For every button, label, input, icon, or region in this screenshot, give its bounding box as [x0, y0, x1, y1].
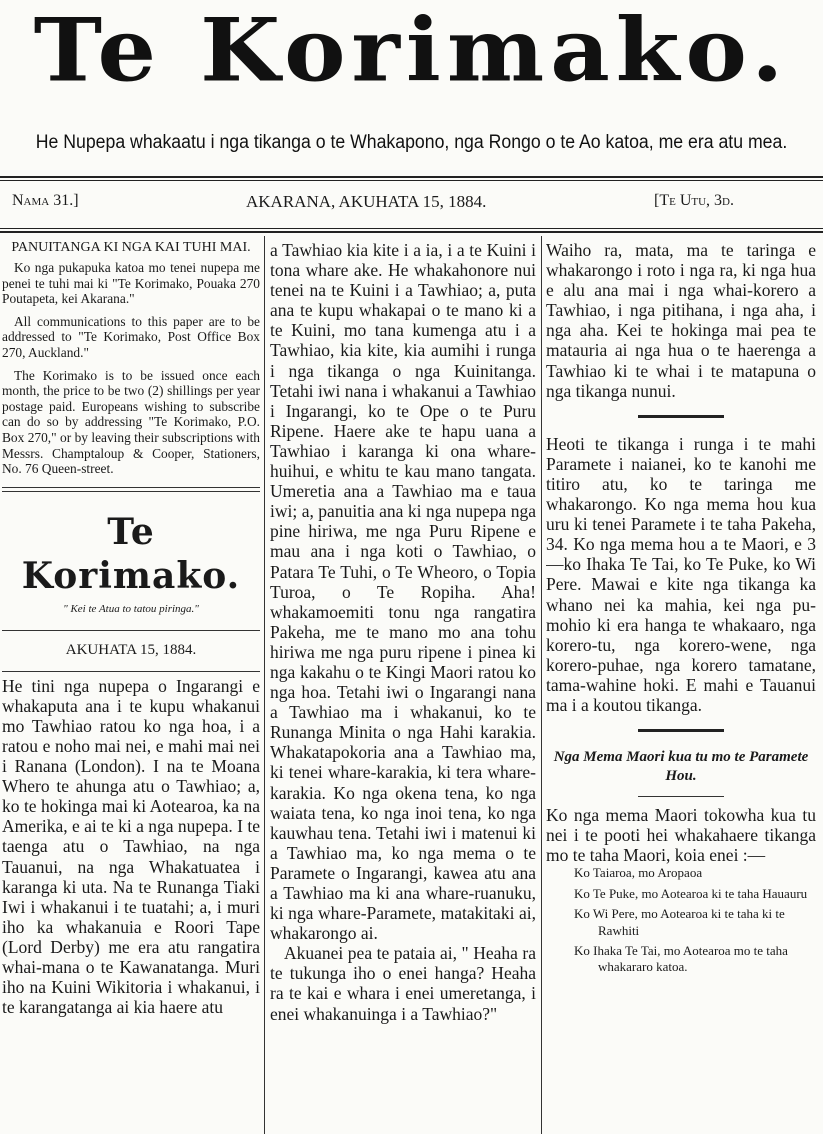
article-separator	[638, 415, 724, 418]
notice-heading: PANUITANGA KI NGA KAI TUHI MAI.	[11, 240, 251, 255]
editorial-rule-2	[2, 671, 260, 672]
column-divider-2	[541, 236, 542, 1134]
column-1	[2, 240, 260, 1134]
editorial-article-start: He tini nga nupepa o Ingarangi e whakaputa ana i te kupu whakanui mo Tawhiao ratou ko nga hoa, i a ratou e noho mai nei, e mahi mai nei i Ranana (London). I na te Moana Whero te ahunga atu o Tawhiao; a, ko te hokinga mai ki Aotearoa, ka na Amerika, e ai te ki a nga nupepa. I te taenga atu o Tawhiao, na nga Tauanui, na nga Whakatuatea i karanga ki uta. Na te Runanga Tiaki Iwi i whakanui i te tuatahi; a, i muri iho ka whakanuia e Roori Tape (Lord Derby) me era atu rangatira whai-mana o te Kawanatanga. Muri iho na Kuini Wikitoria i whakanui, i te karangatanga ai kia haere atu	[2, 675, 260, 1018]
section-divider	[2, 487, 260, 492]
editorial-motto: " Kei te Atua to tatou piringa."	[63, 602, 199, 615]
notice-english-address: All communications to this paper are to be addressed to "Te Korimako, Post Office Box 270, Auckland."	[2, 313, 260, 360]
column-2	[270, 240, 536, 1134]
header-rule-bottom-thin	[0, 228, 823, 229]
heading-rule	[638, 796, 724, 797]
members-intro: Ko nga mema Maori tokowha kua tu nei i te pooti hei whakahaere tikanga mo te taha Maori, koia enei :—	[546, 805, 816, 866]
header-rule-top	[0, 176, 823, 178]
notice-english-subscription: The Korimako is to be issued once each month, the price to be two (2) shillings per year postage paid. Europeans wishing to subscribe can do so by addressing "Te Korimako, P.O. Box 270," or by leaving their subscriptions with Messrs. Champtaloup & Cooper, Stationers, No. 76 Queen-street.	[2, 367, 260, 477]
editorial-banner-title: Te Korimako.	[21, 510, 241, 597]
column-divider-1	[264, 236, 265, 1134]
issue-number: Nama 31.]	[12, 192, 79, 209]
issue-place-date: AKARANA, AKUHATA 15, 1884.	[246, 192, 487, 211]
header-rule-top-thin	[0, 180, 823, 181]
article-separator-2	[638, 729, 724, 732]
notice-maori: Ko nga pukapuka katoa mo tenei nupepa me penei te tuhi mai ki "Te Korimako, Pouaka 270 Poutapeta, kei Akarana."	[2, 260, 260, 307]
member-entry: Ko Ihaka Te Tai, mo Aotearoa mo te taha whakararo katoa.	[574, 942, 788, 975]
member-entry: Ko Wi Pere, mo Aotearoa ki te taha ki te Rawhiti	[574, 906, 785, 938]
editorial-article-end: Waiho ra, mata, ma te taringa e whakarongo i roto i nga ra, ki nga hua e alu ana mai i nga whai-korero a Tawhiao, i nga pitihana, i nga aha, i nga aha. Kei te hokinga mai pea te matauria ai nga hua o te haerenga a Tawhiao ki te whai i te matapuna o nga tikanga nunui.	[546, 240, 816, 401]
editorial-rule	[2, 630, 260, 631]
header-rule-bottom	[0, 231, 823, 233]
editorial-article-continued: a Tawhiao kia kite i a ia, i a te Kuini i tona whare ake. He whakahonore nui tenei na te Kuini i a Tawhiao; a, puta ana te kupu whakapai o te mano ki a te Kuini, mo tana kumenga atu i a Tawhiao, kia kite, kia aumihi i runga i nga tikanga o nga Kuinitanga. Tetahi iwi nana i whakanui a Tawhiao i Ingarangi, ko te Ope o te Puru Ripene. Haere ake te hapu uana a Tawhiao i karanga ki ona whare-huihui, e whitu te kau mano tangata. Umeretia ana a Tawhiao ma e taua iwi; a, panuitia ana ki nga nupepa nga pine hiriwa, me nga Puru Ripene e mau ana i nga koti o Tawhiao, o Patara Te Tuhi, o Te Wheoro, o Topia Turoa, o Te Ropiha. Aha! whakamoemiti tonu nga rangatira Pakeha, me te mano mo ana tohu hiriwa me nga puru ripene i pinea ki nga kakahu o te Kingi Maori ratou ko nga hoa. Tetahi iwi o Ingarangi nana a Tawhiao ma i whakanui, ko te Runanga Minita o nga Hahi karakia. Whakatapokoria ana a Tawhiao ma, ki tenei whare-karakia, ki tera whare-karakia. Ko nga okena tena, ko nga waiata tena, ko nga inoi tena, ko nga kauwhau tena. Tetahi iwi i matenui ki a Tawhiao ma, ko nga mema o te Paramete o Ingarangi, kawea atu ana a Tawhiao ma ki ana whare-ruanuku, ki nga whare-Paramete, matakitaki ai, whakarongo ai.	[270, 240, 536, 944]
editorial-question: Akuanei pea te pataia ai, " Heaha ra te tukunga iho o enei hanga? Heaha ra te kai e whara i enei umeretanga, i enei whakanuinga i a Tawhiao?"	[270, 943, 536, 1024]
member-entry: Ko Te Puke, mo Aotearoa ki te taha Hauauru	[574, 885, 808, 901]
editorial-date: AKUHATA 15, 1884.	[65, 641, 197, 658]
column-3	[546, 240, 816, 1134]
maori-members-heading: Nga Mema Maori kua tu mo te Paramete Hou.	[553, 749, 809, 785]
masthead-subtitle: He Nupepa whakaatu i nga tikanga o te Whakapono, nga Rongo o te Ao katoa, me era atu mea.	[35, 132, 788, 153]
member-entry: Ko Taiaroa, mo Aropaoa	[574, 865, 703, 881]
issue-price: [Te Utu, 3d.	[654, 192, 734, 209]
parliament-article: Heoti te tikanga i runga i te mahi Paramete i naianei, ko te kanohi me titiro atu, ko te taringa me whakarongo. Ko nga mema hou kua uru ki tenei Paramete i te taha Pakeha, 34. Ko nga mema hou a te Maori, e 3—ko Ihaka Te Tai, ko Te Puke, ko Wi Pere. Mawai e kite nga tikanga ka whano nei ka mahia, kei nga pu-mohio ki era hanga te whakaaro, nga korero-tu, nga korero-wene, nga korero-puhae, nga korero tamatane, tama-wahine hoki. E mahi e Tauanui ma i a koutou tikanga.	[546, 433, 816, 715]
masthead-title: Te Korimako.	[33, 0, 790, 102]
